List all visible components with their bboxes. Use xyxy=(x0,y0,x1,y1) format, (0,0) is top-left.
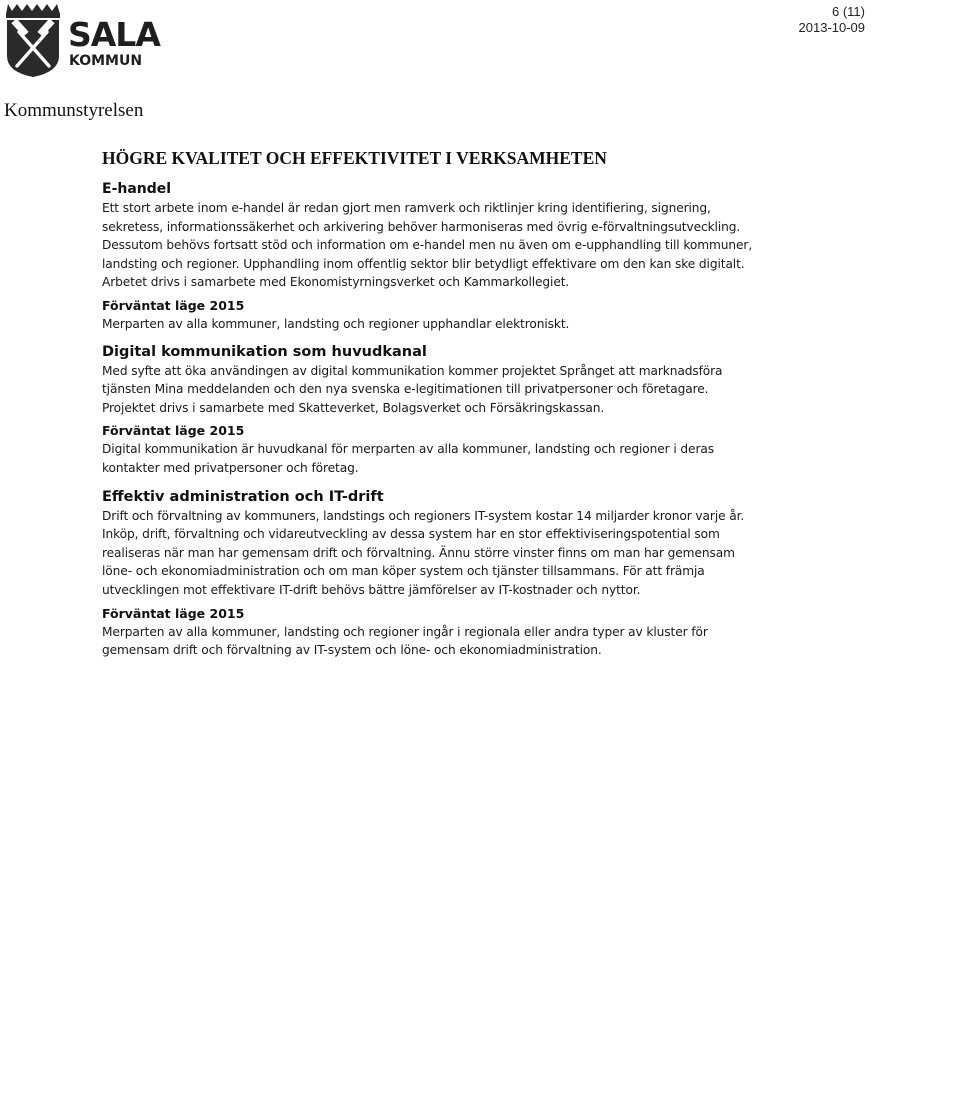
paragraph-line: sekretess, informationssäkerhet och arkivering behöver harmoniseras med övrig e-förvaltningsutveckling. xyxy=(102,219,741,234)
logo-sub: KOMMUN xyxy=(69,53,143,69)
paragraph-line: landsting och regioner. Upphandling inom offentlig sektor blir betydligt effektivare om den kan ske digitalt. xyxy=(102,256,745,271)
page-number: 6 (11) xyxy=(832,4,865,19)
paragraph-line: Ett stort arbete inom e-handel är redan gjort men ramverk och riktlinjer kring identifiering, signering, xyxy=(102,201,711,215)
paragraph-line: Arbetet drivs i samarbete med Ekonomistyrningsverket och Kammarkollegiet. xyxy=(102,275,570,290)
logo-name: SALA xyxy=(68,15,160,54)
expected-line: gemensam drift och förvaltning av IT-system och löne- och ekonomiadministration. xyxy=(102,643,602,658)
document-title: HÖGRE KVALITET OCH EFFEKTIVITET I VERKSAMHETEN xyxy=(102,148,607,168)
coat-of-arms-icon xyxy=(5,2,63,78)
section-digital-kommunikation xyxy=(102,343,782,478)
department-name: Kommunstyrelsen xyxy=(4,100,144,121)
paragraph-line: Med syfte att öka användingen av digital kommunikation kommer projektet Språnget att marknadsföra xyxy=(102,363,723,378)
section-effektiv-administration xyxy=(102,488,782,660)
expected-line: kontakter med privatpersoner och företag. xyxy=(102,460,359,475)
paragraph-line: tjänsten Mina meddelanden och den nya svenska e-legitimationen till privatpersoner och företagare. xyxy=(102,382,709,397)
document-date: 2013-10-09 xyxy=(798,20,865,35)
paragraph-line: Dessutom behövs fortsatt stöd och information om e-handel men nu även om e-upphandling till kommuner, xyxy=(102,238,753,253)
sala-kommun-logo xyxy=(5,2,160,78)
section-e-handel xyxy=(102,180,782,334)
paragraph-line: Projektet drivs i samarbete med Skatteverket, Bolagsverket och Försäkringskassan. xyxy=(102,400,605,415)
paragraph-line: Inköp, drift, förvaltning och vidareutveckling av dessa system har en stor effektiviseringspotential som xyxy=(102,527,720,542)
expected-line: Digital kommunikation är huvudkanal för merparten av alla kommuner, landsting och regioner i deras xyxy=(102,442,714,457)
section-heading: Effektiv administration och IT-drift xyxy=(102,488,384,505)
expected-heading: Förväntat läge 2015 xyxy=(102,605,245,621)
page-info xyxy=(799,4,866,36)
paragraph-line: Drift och förvaltning av kommuners, landstings och regioners IT-system kostar 14 miljarder kronor varje år. xyxy=(102,508,745,523)
expected-line: Merparten av alla kommuner, landsting och regioner upphandlar elektroniskt. xyxy=(102,316,570,331)
expected-heading: Förväntat läge 2015 xyxy=(102,423,245,439)
paragraph-line: löne- och ekonomiadministration och om man köper system och tjänster tillsammans. För att främja xyxy=(102,564,705,579)
paragraph-line: utvecklingen mot effektivare IT-drift behövs bättre jämförelser av IT-kostnader och nyttor. xyxy=(102,582,641,597)
section-heading: E-handel xyxy=(102,181,172,197)
expected-line: Merparten av alla kommuner, landsting och regioner ingår i regionala eller andra typer av kluster för xyxy=(102,624,708,639)
expected-heading: Förväntat läge 2015 xyxy=(102,297,245,313)
section-heading: Digital kommunikation som huvudkanal xyxy=(102,343,427,360)
document-body xyxy=(102,148,782,660)
paragraph-line: realiseras när man har gemensam drift och förvaltning. Ännu större vinster finns om man har gemensam xyxy=(102,545,735,560)
